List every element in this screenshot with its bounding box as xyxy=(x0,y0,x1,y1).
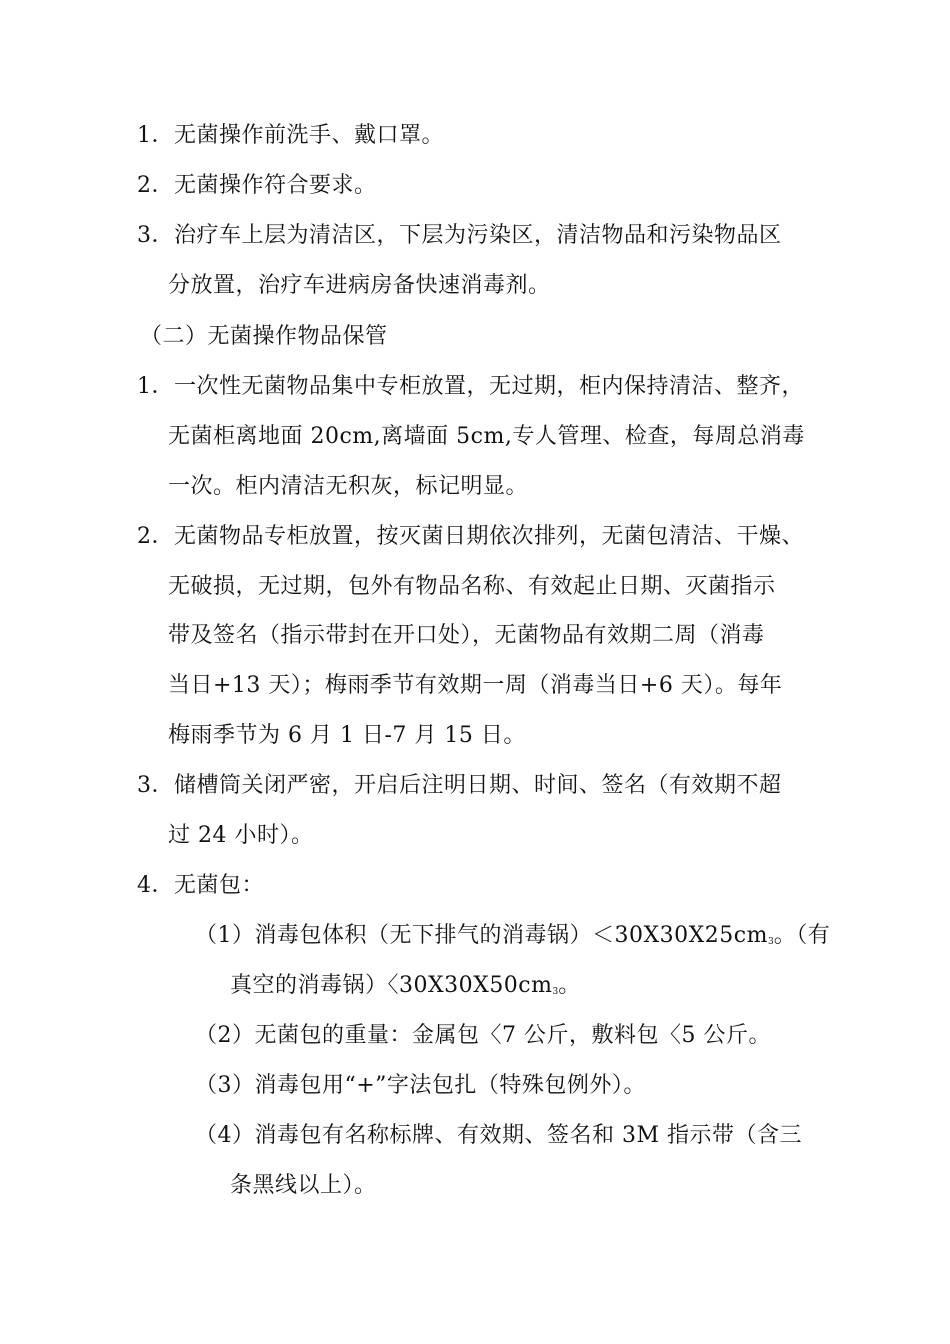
sub-4-label-line1: （4）消毒包有名称标牌、有效期、签名和 3M 指示带（含三 xyxy=(195,1123,803,1148)
sub-1-text2: 真空的消毒锅）〈30X30X50cm xyxy=(230,973,553,998)
section-heading: （二）无菌操作物品保管 xyxy=(140,324,388,349)
sub-3-wrapping: （3）消毒包用“+”字法包扎（特殊包例外）。 xyxy=(195,1073,646,1098)
sub-1-text-end: 。（有 xyxy=(773,923,831,948)
item-3-cart-line1: 3．治疗车上层为清洁区，下层为污染区，清洁物品和污染物品区 xyxy=(137,223,782,248)
item-2-sterile-line4: 当日+13 天）；梅雨季节有效期一周（消毒当日+6 天）。每年 xyxy=(168,673,783,698)
item-2-sterile-line3: 带及签名（指示带封在开口处），无菌物品有效期二周（消毒 xyxy=(168,623,765,648)
item-2-sterile-line2: 无破损，无过期，包外有物品名称、有效起止日期、灭菌指示 xyxy=(168,574,776,599)
item-3-storage-line2: 过 24 小时）。 xyxy=(168,823,314,848)
item-2-sterile-line1: 2．无菌物品专柜放置，按灭菌日期依次排列，无菌包清洁、干燥、 xyxy=(137,524,804,549)
sub-2-weight: （2）无菌包的重量：金属包〈7 公斤，敷料包〈5 公斤。 xyxy=(195,1023,771,1048)
item-1-disposable-line2: 无菌柜离地面 20cm,离墙面 5cm,专人管理、检查，每周总消毒 xyxy=(168,424,805,449)
item-1-handwash: 1．无菌操作前洗手、戴口罩。 xyxy=(137,123,444,148)
cubic-superscript: 3 xyxy=(768,937,774,947)
item-2-requirements: 2．无菌操作符合要求。 xyxy=(137,173,377,198)
sub-1-text: （1）消毒包体积（无下排气的消毒锅）＜30X30X25cm xyxy=(195,923,768,948)
item-3-storage-line1: 3．储槽筒关闭严密，开启后注明日期、时间、签名（有效期不超 xyxy=(137,773,782,798)
item-2-sterile-line5: 梅雨季节为 6 月 1 日-7 月 15 日。 xyxy=(168,723,526,748)
item-4-sterile-pack: 4．无菌包： xyxy=(137,873,264,898)
sub-4-label-line2: 条黑线以上）。 xyxy=(230,1173,377,1198)
sub-1-text2-end: 。 xyxy=(558,973,581,998)
sub-1-volume-line1 xyxy=(195,922,830,956)
item-1-disposable-line1: 1．一次性无菌物品集中专柜放置，无过期，柜内保持清洁、整齐， xyxy=(137,374,804,399)
sub-1-volume-line2 xyxy=(230,972,581,1006)
cubic-superscript-2: 3 xyxy=(552,987,559,997)
item-3-cart-line2: 分放置，治疗车进病房备快速消毒剂。 xyxy=(168,273,551,298)
item-1-disposable-line3: 一次。柜内清洁无积灰，标记明显。 xyxy=(168,474,529,499)
